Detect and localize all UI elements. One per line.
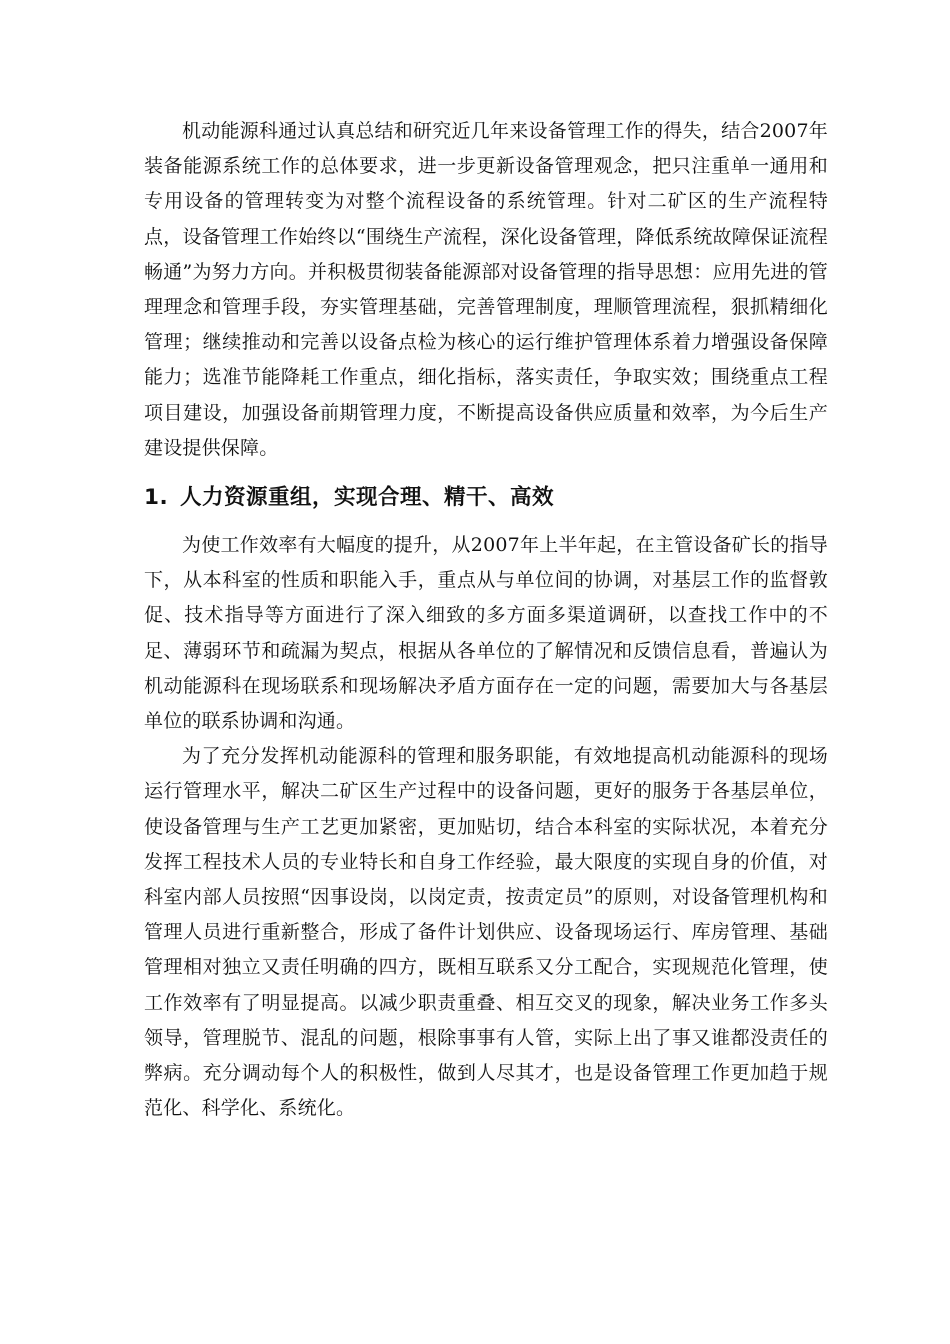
section-number: 1. xyxy=(144,485,169,511)
section-paragraph-1: 为使工作效率有大幅度的提升，从2007年上半年起，在主管设备矿长的指导下，从本科室的性质和职能入手，重点从与单位间的协调，对基层工作的监督敦促、技术指导等方面进行了深入细致的多方面多渠道调研，以查找工作中的不足、薄弱环节和疏漏为契点，根据从各单位的了解情况和反馈信息看，普遍认为机动能源科在现场联系和现场解决矛盾方面存在一定的问题，需要加大与各基层单位的联系协调和沟通。 xyxy=(144,534,828,733)
intro-paragraph: 机动能源科通过认真总结和研究近几年来设备管理工作的得失，结合2007年装备能源系统工作的总体要求，进一步更新设备管理观念，把只注重单一通用和专用设备的管理转变为对整个流程设备的系统管理。针对二矿区的生产流程特点，设备管理工作始终以“围绕生产流程，深化设备管理，降低系统故障保证流程畅通”为努力方向。并积极贯彻装备能源部对设备管理的指导思想：应用先进的管理理念和管理手段，夯实管理基础，完善管理制度，理顺管理流程，狠抓精细化管理；继续推动和完善以设备点检为核心的运行维护管理体系着力增强设备保障能力；选准节能降耗工作重点，细化指标，落实责任，争取实效；围绕重点工程项目建设，加强设备前期管理力度，不断提高设备供应质量和效率，为今后生产建设提供保障。 xyxy=(144,120,828,459)
section-title: 人力资源重组，实现合理、精干、高效 xyxy=(180,485,555,511)
document-page xyxy=(144,114,828,1126)
section-paragraph-2: 为了充分发挥机动能源科的管理和服务职能，有效地提高机动能源科的现场运行管理水平，解决二矿区生产过程中的设备问题，更好的服务于各基层单位，使设备管理与生产工艺更加紧密，更加贴切，结合本科室的实际状况，本着充分发挥工程技术人员的专业特长和自身工作经验，最大限度的实现自身的价值，对科室内部人员按照“因事设岗，以岗定责，按责定员”的原则，对设备管理机构和管理人员进行重新整合，形成了备件计划供应、设备现场运行、库房管理、基础管理相对独立又责任明确的四方，既相互联系又分工配合，实现规范化管理，使工作效率有了明显提高。以减少职责重叠、相互交叉的现象，解决业务工作多头领导，管理脱节、混乱的问题，根除事事有人管，实际上出了事又谁都没责任的弊病。充分调动每个人的积极性，做到人尽其才，也是设备管理工作更加趋于规范化、科学化、系统化。 xyxy=(144,745,828,1120)
section-heading xyxy=(144,478,828,518)
